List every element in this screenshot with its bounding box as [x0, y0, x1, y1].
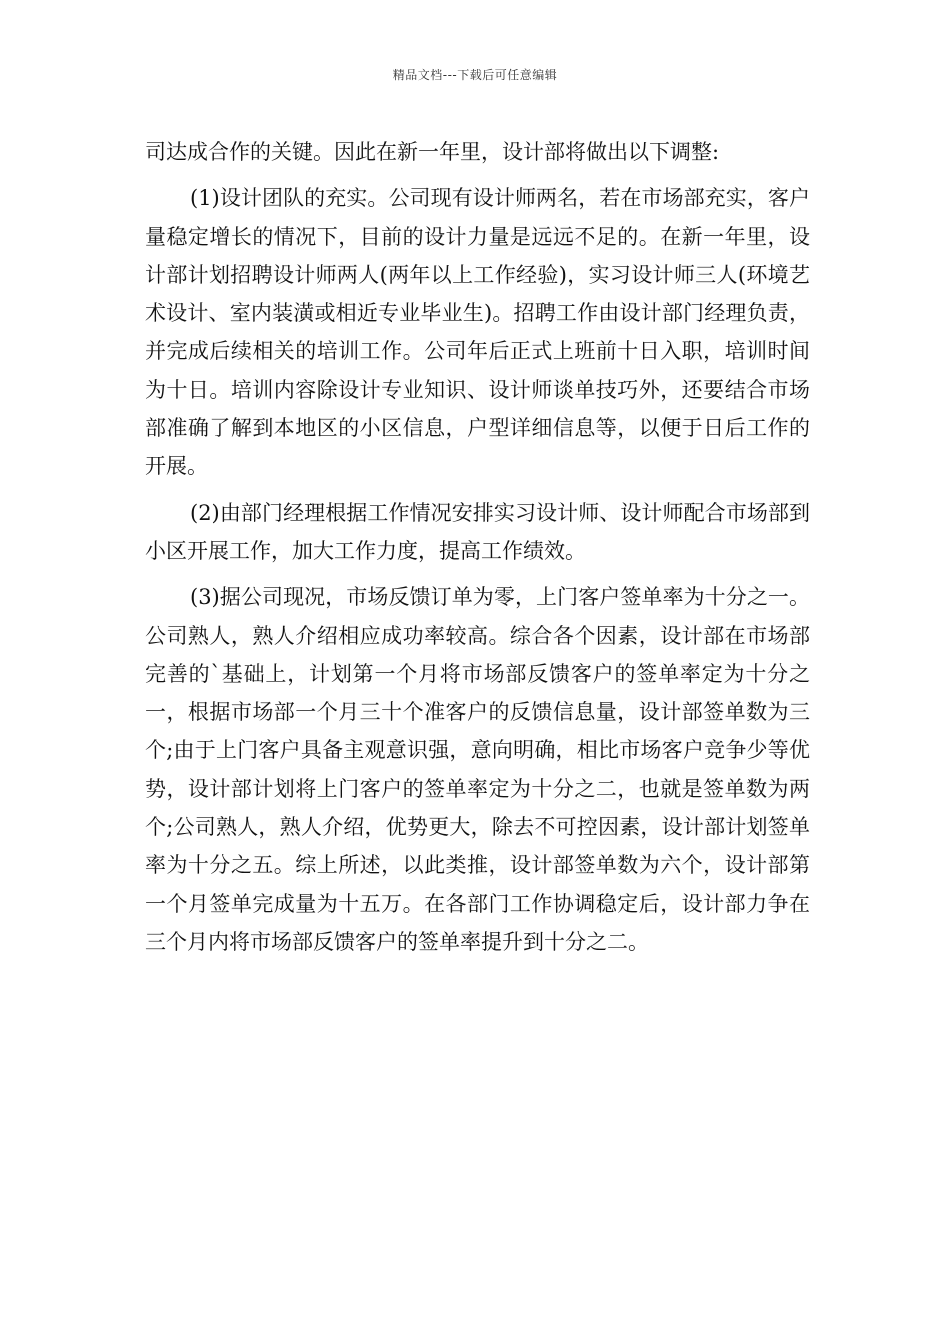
paragraph-continuation: 司达成合作的关键。因此在新一年里，设计部将做出以下调整: [145, 140, 720, 164]
paragraph-item-2: (2)由部门经理根据工作情况安排实习设计师、设计师配合市场部到小区开展工作，加大工作力度，提高工作绩效。 [145, 500, 810, 563]
document-body [145, 133, 810, 969]
paragraph-item-3: (3)据公司现况，市场反馈订单为零，上门客户签单率为十分之一。公司熟人，熟人介绍相应成功率较高。综合各个因素，设计部在市场部完善的`基础上，计划第一个月将市场部反馈客户的签单率定为十分之一，根据市场部一个月三十个准客户的反馈信息量，设计部签单数为三个;由于上门客户具备主观意识强，意向明确，相比市场客户竞争少等优势，设计部计划将上门客户的签单率定为十分之二，也就是签单数为两个;公司熟人，熟人介绍，优势更大，除去不可控因素，设计部计划签单率为十分之五。综上所述，以此类推，设计部签单数为六个，设计部第一个月签单完成量为十五万。在各部门工作协调稳定后，设计部力争在三个月内将市场部反馈客户的签单率提升到十分之二。 [145, 585, 810, 954]
paragraph-item-1: (1)设计团队的充实。公司现有设计师两名，若在市场部充实，客户量稳定增长的情况下，目前的设计力量是远远不足的。在新一年里，设计部计划招聘设计师两人(两年以上工作经验)，实习设计师三人(环境艺术设计、室内装潢或相近专业毕业生)。招聘工作由设计部门经理负责，并完成后续相关的培训工作。公司年后正式上班前十日入职，培训时间为十日。培训内容除设计专业知识、设计师谈单技巧外，还要结合市场部准确了解到本地区的小区信息，户型详细信息等，以便于日后工作的开展。 [145, 186, 810, 479]
page-header: 精品文档---下载后可任意编辑 [392, 68, 558, 82]
